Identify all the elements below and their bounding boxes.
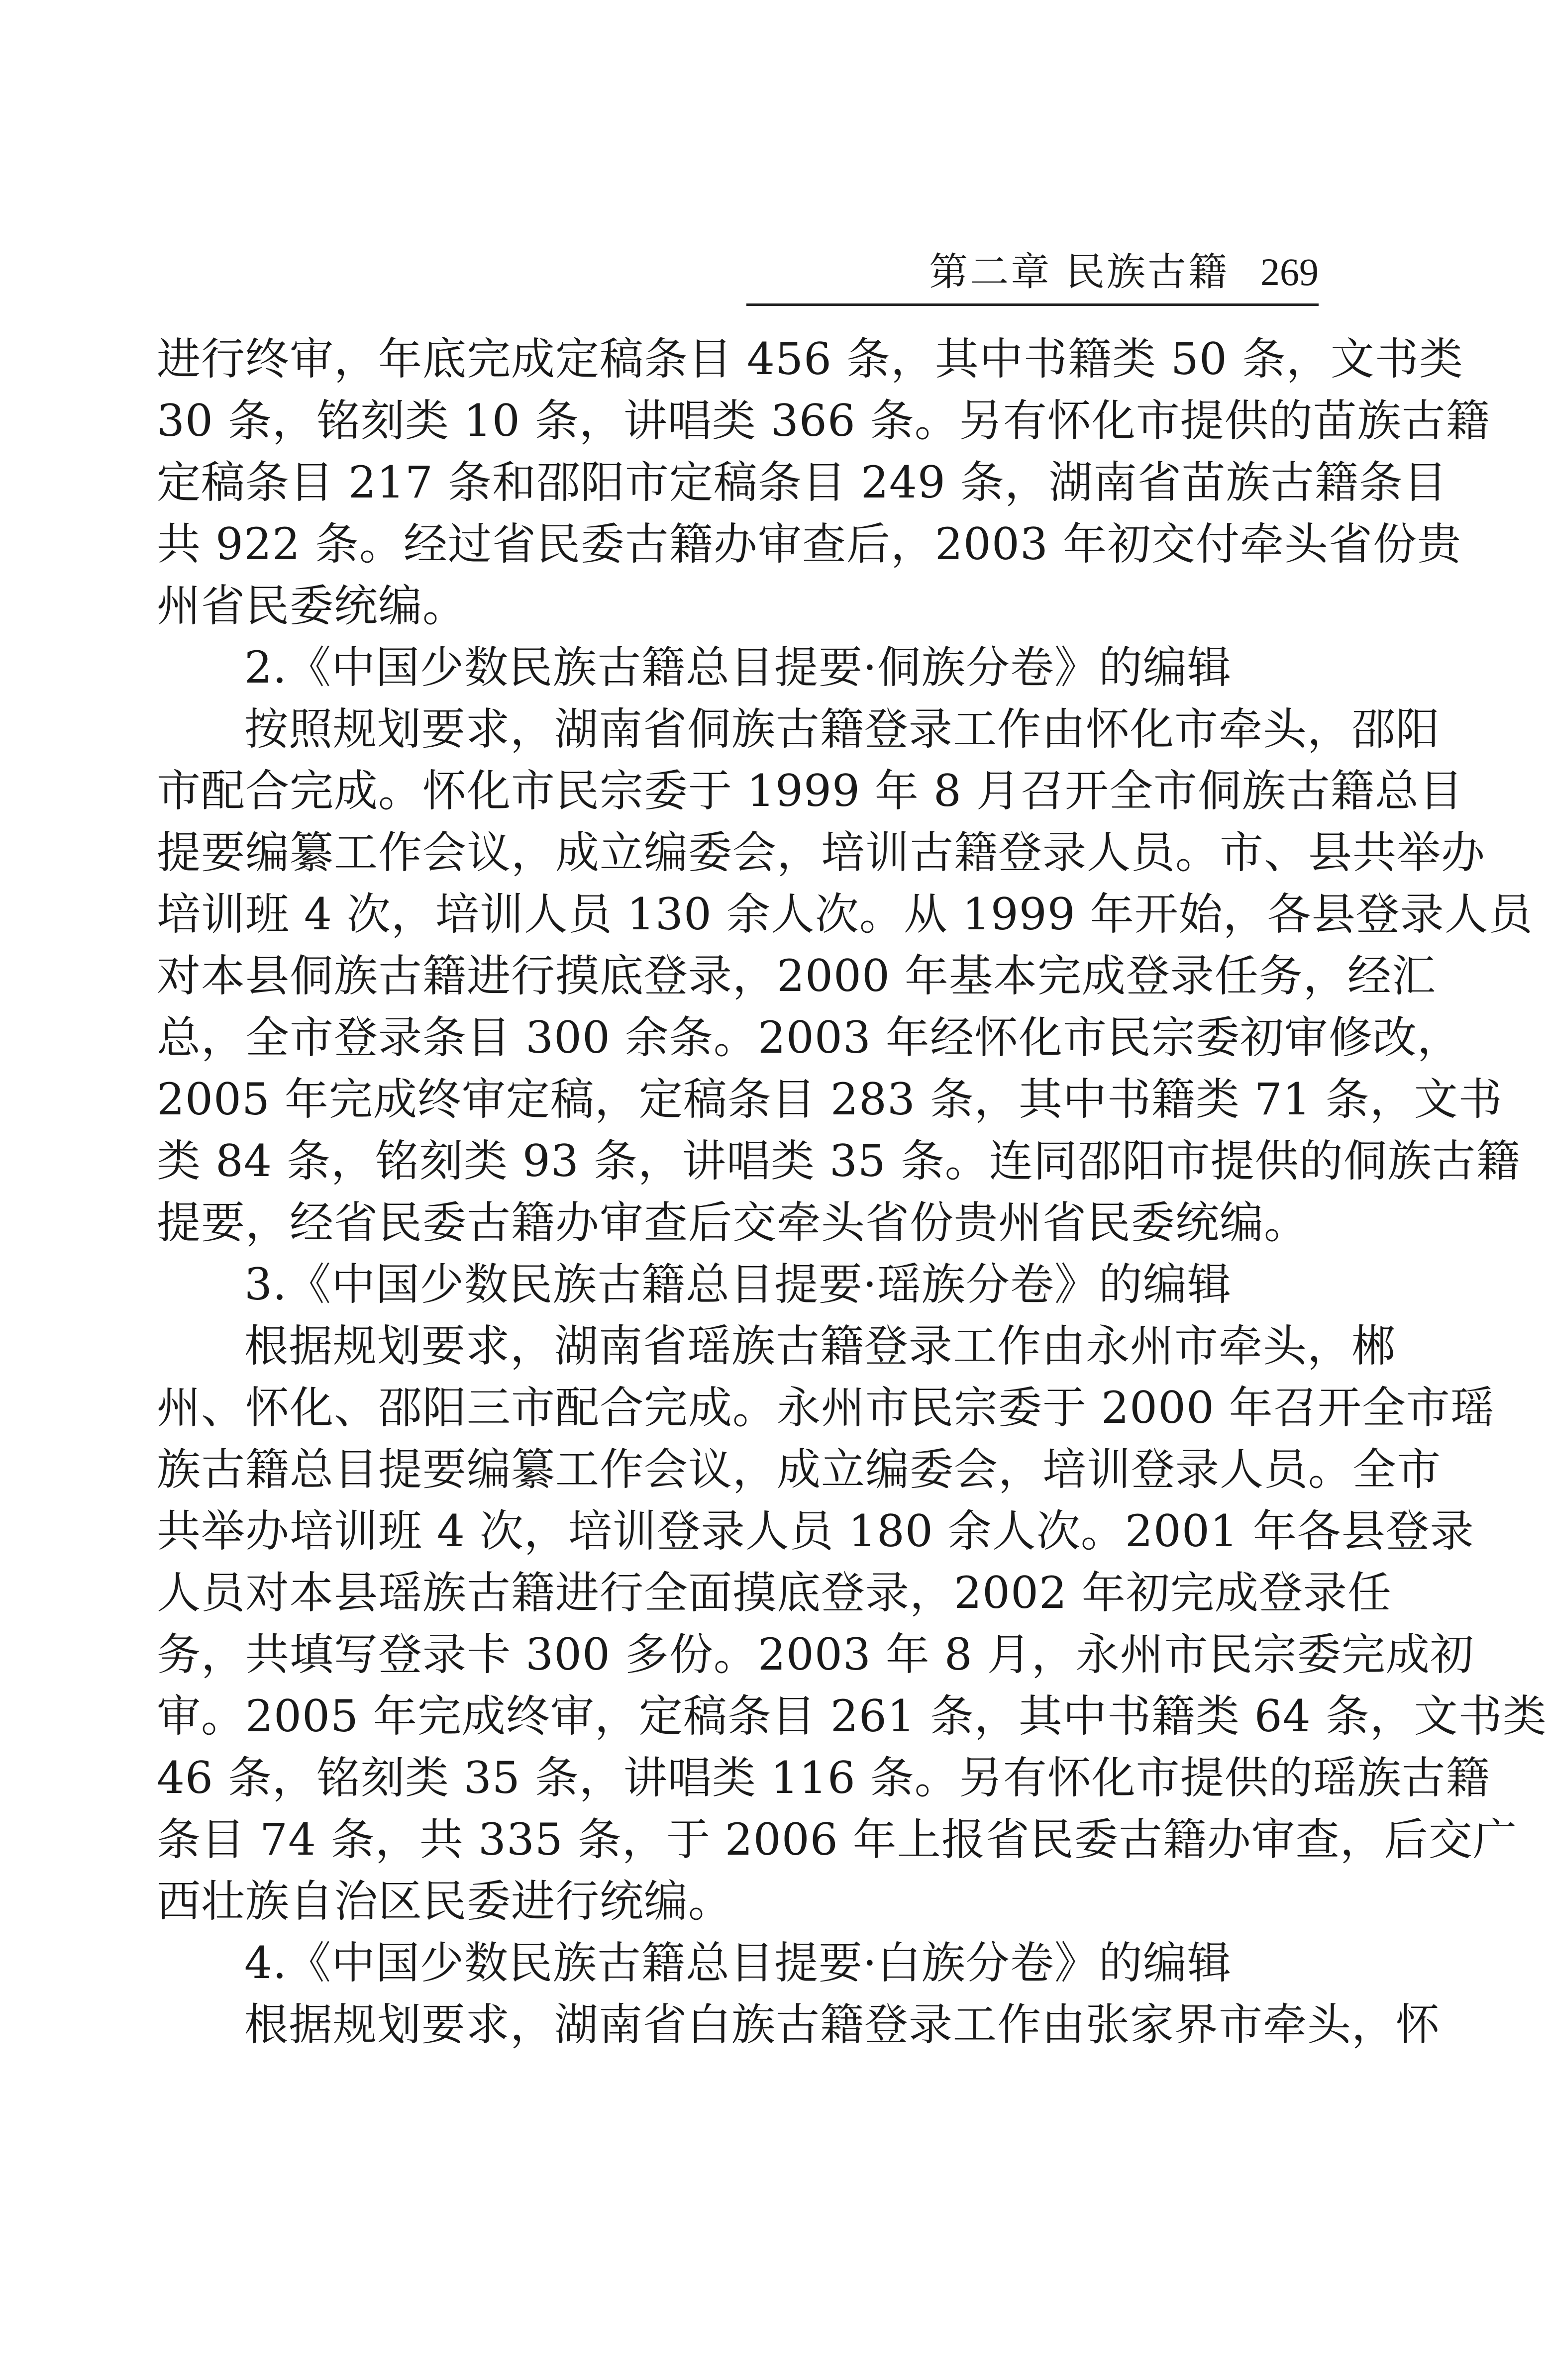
text-line: 提要编纂工作会议，成立编委会，培训古籍登录人员。市、县共举办 xyxy=(157,827,1486,878)
text-line: 根据规划要求，湖南省白族古籍登录工作由张家界市牵头，怀 xyxy=(244,1999,1441,2050)
body-text xyxy=(157,328,1547,2056)
text-line: 条目 74 条，共 335 条，于 2006 年上报省民委古籍办审查，后交广 xyxy=(157,1814,1517,1865)
text-line: 30 条，铭刻类 10 条，讲唱类 366 条。另有怀化市提供的苗族古籍 xyxy=(157,395,1490,446)
text-line: 2005 年完成终审定稿，定稿条目 283 条，其中书籍类 71 条，文书 xyxy=(157,1074,1503,1125)
text-line: 总，全市登录条目 300 余条。2003 年经怀化市民宗委初审修改， xyxy=(157,1012,1461,1063)
text-line: 46 条，铭刻类 35 条，讲唱类 116 条。另有怀化市提供的瑶族古籍 xyxy=(157,1752,1490,1803)
section-heading-dong: 2.《中国少数民族古籍总目提要·侗族分卷》的编辑 xyxy=(244,642,1232,693)
text-line: 提要，经省民委古籍办审查后交牵头省份贵州省民委统编。 xyxy=(157,1197,1309,1248)
text-line: 定稿条目 217 条和邵阳市定稿条目 249 条，湖南省苗族古籍条目 xyxy=(157,457,1447,508)
text-line: 市配合完成。怀化市民宗委于 1999 年 8 月召开全市侗族古籍总目 xyxy=(157,765,1463,816)
running-header xyxy=(746,234,1319,306)
text-line: 西壮族自治区民委进行统编。 xyxy=(157,1876,733,1927)
page-number: 269 xyxy=(1260,250,1319,294)
text-line: 培训班 4 次，培训人员 130 余人次。从 1999 年开始，各县登录人员 xyxy=(157,889,1533,940)
text-line: 州省民委统编。 xyxy=(157,580,467,631)
text-line: 共举办培训班 4 次，培训登录人员 180 余人次。2001 年各县登录 xyxy=(157,1505,1474,1557)
text-line: 类 84 条，铭刻类 93 条，讲唱类 35 条。连同邵阳市提供的侗族古籍 xyxy=(157,1135,1521,1187)
text-line: 州、怀化、邵阳三市配合完成。永州市民宗委于 2000 年召开全市瑶 xyxy=(157,1382,1495,1433)
text-line: 人员对本县瑶族古籍进行全面摸底登录，2002 年初完成登录任 xyxy=(157,1567,1392,1618)
chapter-title: 第二章 民族古籍 xyxy=(929,250,1229,295)
text-line: 按照规划要求，湖南省侗族古籍登录工作由怀化市牵头，邵阳 xyxy=(244,703,1441,755)
text-line: 进行终审，年底完成定稿条目 456 条，其中书籍类 50 条，文书类 xyxy=(157,333,1463,385)
text-line: 根据规划要求，湖南省瑶族古籍登录工作由永州市牵头，郴 xyxy=(244,1320,1396,1372)
section-heading-yao: 3.《中国少数民族古籍总目提要·瑶族分卷》的编辑 xyxy=(244,1259,1232,1310)
text-line: 务，共填写登录卡 300 多份。2003 年 8 月，永州市民宗委完成初 xyxy=(157,1629,1474,1680)
text-line: 族古籍总目提要编纂工作会议，成立编委会，培训登录人员。全市 xyxy=(157,1444,1442,1495)
text-line: 共 922 条。经过省民委古籍办审查后，2003 年初交付牵头省份贵 xyxy=(157,518,1461,570)
section-heading-bai: 4.《中国少数民族古籍总目提要·白族分卷》的编辑 xyxy=(244,1937,1232,1988)
text-line: 对本县侗族古籍进行摸底登录，2000 年基本完成登录任务，经汇 xyxy=(157,950,1436,1001)
text-line: 审。2005 年完成终审，定稿条目 261 条，其中书籍类 64 条，文书类 xyxy=(157,1690,1547,1742)
